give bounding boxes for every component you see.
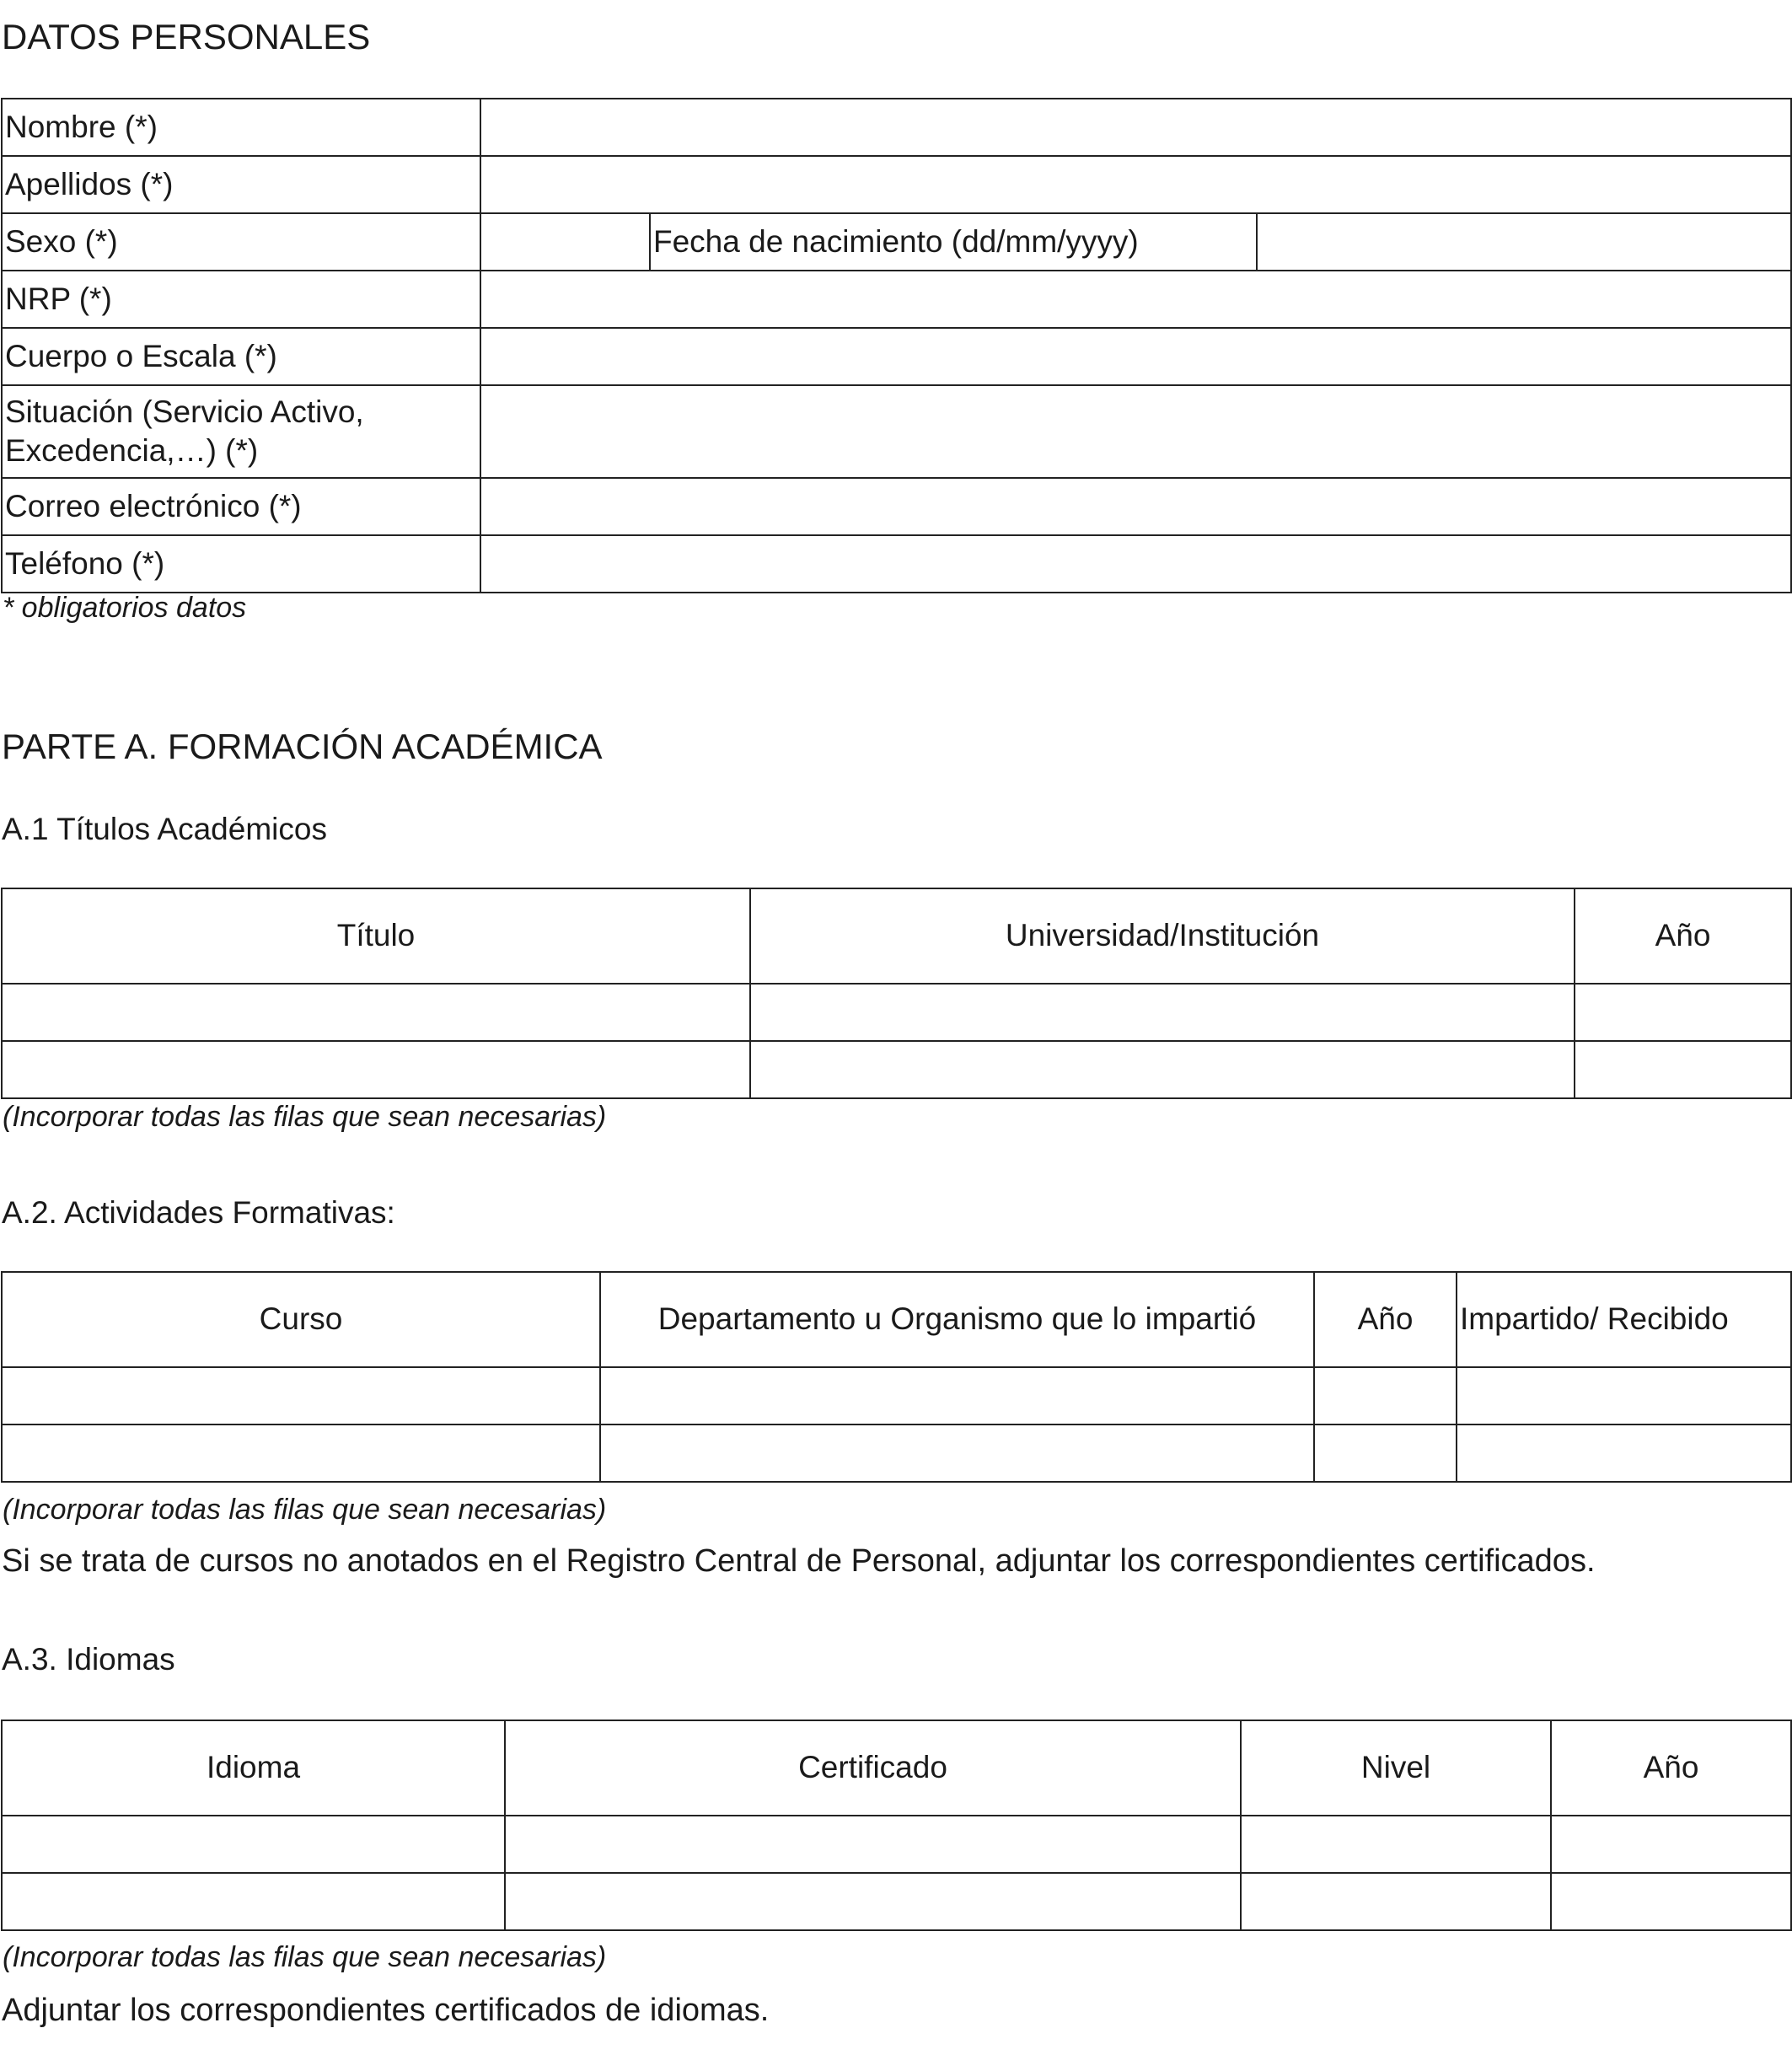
a3-note: (Incorporar todas las filas que sean necesarias)	[3, 1941, 607, 1973]
header-departamento: Departamento u Organismo que lo impartió	[600, 1272, 1314, 1367]
table-row	[2, 1816, 1791, 1873]
header-titulo: Título	[2, 888, 750, 984]
a3-instruction: Adjuntar los correspondientes certificados de idiomas.	[2, 1993, 770, 2028]
header-ano: Año	[1575, 888, 1791, 984]
header-universidad: Universidad/Institución	[750, 888, 1575, 984]
table-row	[2, 1041, 1791, 1098]
header-ano: Año	[1551, 1720, 1791, 1816]
ano-cell[interactable]	[1551, 1816, 1791, 1873]
a2-title: A.2. Actividades Formativas:	[2, 1195, 395, 1230]
header-impartido: Impartido/ Recibido	[1457, 1272, 1791, 1367]
personal-data-table	[1, 98, 1792, 593]
situacion-label-line2: Excedencia,…) (*)	[5, 433, 259, 468]
certificado-cell[interactable]	[505, 1816, 1241, 1873]
a3-title: A.3. Idiomas	[2, 1642, 175, 1677]
departamento-cell[interactable]	[600, 1367, 1314, 1424]
certificado-cell[interactable]	[505, 1873, 1241, 1930]
ano-cell[interactable]	[1314, 1367, 1457, 1424]
curso-cell[interactable]	[2, 1424, 600, 1482]
table-row	[2, 1424, 1791, 1482]
idioma-cell[interactable]	[2, 1816, 505, 1873]
table-row	[2, 1367, 1791, 1424]
correo-field[interactable]	[480, 478, 1791, 535]
idioma-cell[interactable]	[2, 1873, 505, 1930]
telefono-field[interactable]	[480, 535, 1791, 593]
sexo-field[interactable]	[480, 213, 650, 271]
header-ano: Año	[1314, 1272, 1457, 1367]
nrp-field[interactable]	[480, 271, 1791, 328]
a1-note: (Incorporar todas las filas que sean necesarias)	[3, 1101, 607, 1133]
ano-cell[interactable]	[1575, 984, 1791, 1041]
a2-instruction: Si se trata de cursos no anotados en el Registro Central de Personal, adjuntar los correspondientes certificados.	[2, 1543, 1596, 1579]
universidad-cell[interactable]	[750, 984, 1575, 1041]
nombre-label: Nombre (*)	[2, 99, 480, 156]
titulo-cell[interactable]	[2, 1041, 750, 1098]
parte-a-title: PARTE A. FORMACIÓN ACADÉMICA	[2, 727, 603, 766]
personal-section-title: DATOS PERSONALES	[2, 17, 371, 56]
cuerpo-field[interactable]	[480, 328, 1791, 385]
apellidos-field[interactable]	[480, 156, 1791, 213]
nivel-cell[interactable]	[1241, 1816, 1551, 1873]
titulo-cell[interactable]	[2, 984, 750, 1041]
actividades-table	[1, 1271, 1792, 1483]
header-idioma: Idioma	[2, 1720, 505, 1816]
ano-cell[interactable]	[1575, 1041, 1791, 1098]
impartido-cell[interactable]	[1457, 1367, 1791, 1424]
header-certificado: Certificado	[505, 1720, 1241, 1816]
universidad-cell[interactable]	[750, 1041, 1575, 1098]
fecha-nacimiento-field[interactable]	[1257, 213, 1791, 271]
telefono-label: Teléfono (*)	[2, 535, 480, 593]
sexo-label: Sexo (*)	[2, 213, 480, 271]
ano-cell[interactable]	[1314, 1424, 1457, 1482]
nrp-label: NRP (*)	[2, 271, 480, 328]
situacion-label	[2, 385, 480, 478]
header-curso: Curso	[2, 1272, 600, 1367]
cuerpo-label: Cuerpo o Escala (*)	[2, 328, 480, 385]
nombre-field[interactable]	[480, 99, 1791, 156]
fecha-nacimiento-label: Fecha de nacimiento (dd/mm/yyyy)	[650, 213, 1257, 271]
nivel-cell[interactable]	[1241, 1873, 1551, 1930]
correo-label: Correo electrónico (*)	[2, 478, 480, 535]
a2-note: (Incorporar todas las filas que sean necesarias)	[3, 1494, 607, 1526]
table-row	[2, 984, 1791, 1041]
a1-title: A.1 Títulos Académicos	[2, 812, 327, 846]
titulos-table	[1, 888, 1792, 1099]
ano-cell[interactable]	[1551, 1873, 1791, 1930]
departamento-cell[interactable]	[600, 1424, 1314, 1482]
required-note: * obligatorios datos	[3, 592, 247, 624]
header-nivel: Nivel	[1241, 1720, 1551, 1816]
impartido-cell[interactable]	[1457, 1424, 1791, 1482]
table-row	[2, 1873, 1791, 1930]
apellidos-label: Apellidos (*)	[2, 156, 480, 213]
idiomas-table	[1, 1720, 1792, 1931]
curso-cell[interactable]	[2, 1367, 600, 1424]
situacion-label-line1: Situación (Servicio Activo,	[5, 394, 364, 429]
situacion-field[interactable]	[480, 385, 1791, 478]
